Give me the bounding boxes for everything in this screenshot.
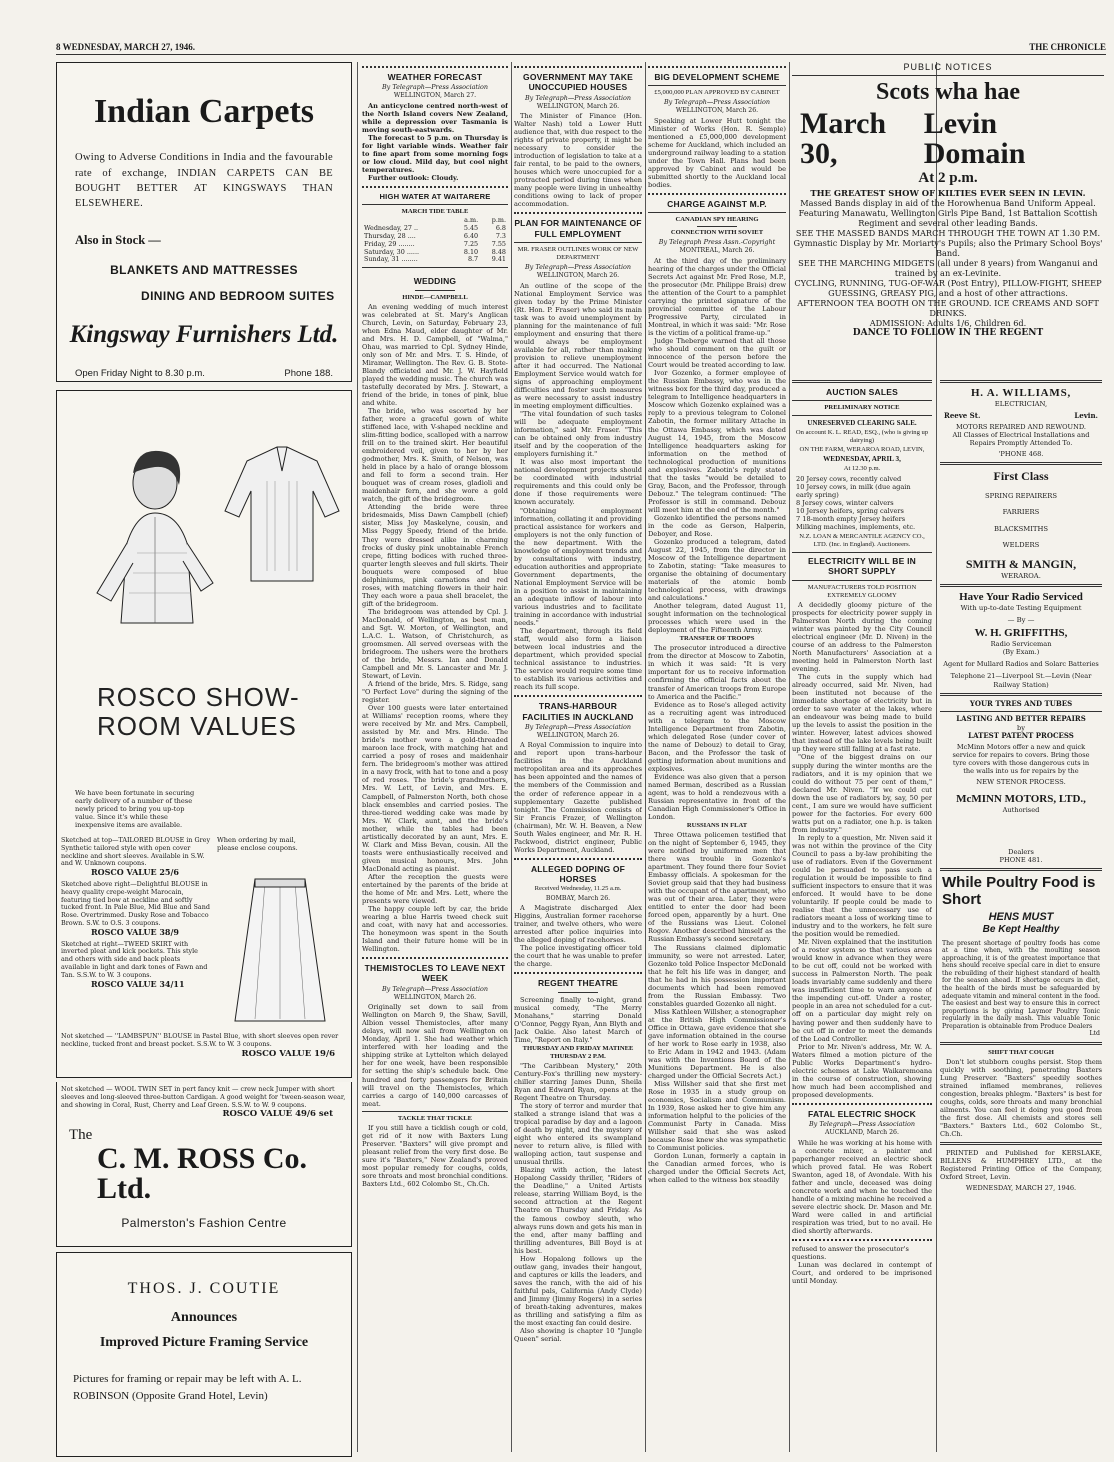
- notice-line: ADMISSION: Adults 1/6, Children 6d.: [869, 317, 1027, 328]
- news-column-4: [648, 62, 786, 1184]
- paragraph: refused to answer the prosecutor's questions.: [792, 1244, 909, 1261]
- dateline: WELLINGTON, March 26.: [393, 993, 477, 1001]
- paragraph: How Hopalong follows up the outlaw gang, invades their hangout, and captures or kills the leaders, and saves the ranch, with the aid of his faithful pals, California (Andy Clyde) and Jimmy (Jimmy Rogers) in a series of breath-taking adventures, makes as thrilling and satisfying a film as the most exacting fan could desire.: [514, 1254, 642, 1327]
- subhead: RUSSIANS IN FLAT: [686, 822, 748, 830]
- paragraph: In reply to a question, Mr. Niven said it was not within the province of the City Council to pass a by-law prohibiting the use of radiators. Even if the Government could be persuaded to pass such a regulation it would be impossible to find sufficient inspectors to ensure that it was enforced. It would have to be done voluntarily. If people could be made to realise that the unnecessary use of radiators meant a loss of working time to industry and to the workers, he felt sure the position would be remedied.: [792, 833, 932, 939]
- notice-line: Gymnastic Display by Mr. Moriarty's Pupils; also the Primary School Boys' Band.: [793, 237, 1103, 258]
- headline: CHARGE AGAINST M.P.: [667, 199, 767, 210]
- paragraph: A Royal Commission to inquire into and report upon trans-harbour facilities in the Auckland metropolitan area and its approaches has been appointed and the names of the members of the Commission and the order of reference appear in a supplementary Gazette published tonight. The Commission consists of Sir Francis Frazer, of Wellington (chairman), Mr. W. H. Beaven, a New South Wales engineer, and Mr. R. H. Packwood, district engineer, Public Works Department, Auckland.: [514, 741, 642, 854]
- dateline: WELLINGTON, March 26.: [675, 107, 759, 115]
- auction-date: WEDNESDAY, APRIL 3,: [823, 455, 901, 464]
- ad-body: McMinn Motors offer a new and quick service for repairs to covers. Bring those tyre covers with those dangerous cuts in the walls into us for repairs by the: [952, 743, 1090, 776]
- news-column-3: [514, 62, 642, 1343]
- ad-title: Have Your Radio Serviced: [959, 591, 1083, 603]
- ad-by: by: [1017, 723, 1025, 732]
- event-date: March 30,: [800, 107, 887, 171]
- column-rule: [357, 62, 358, 1452]
- ad-hens: HENS MUST: [988, 911, 1054, 924]
- column-rule: [645, 62, 646, 1452]
- ad-name: THOS. J. COUTIE: [127, 1280, 281, 1297]
- ad-trade: ELECTRICIAN,: [994, 400, 1048, 409]
- notice-line: Massed Bands display in aid of the Horowhenua Band Uniform Appeal.: [800, 197, 1096, 208]
- news-column-5: [792, 376, 932, 1285]
- item-desc: Sketched above right—Delightful BLOUSE in heavy quality crepe-weight Marocain, featuring tied bow at neckline and softly tucked front. In Pale Blue, Mid Blue and Sand Rose. Overtrimmed. Dusky Rose and Tobacco Brown. S.W. to O.S. 3 coupons.: [61, 880, 210, 928]
- dateline: WELLINGTON, March 26.: [536, 272, 620, 280]
- ad-sub: LASTING AND BETTER REPAIRS: [956, 714, 1086, 724]
- ad-phone: Phone 188.: [284, 368, 333, 380]
- paragraph: Judge Theberge warned that all those who should comment on the guilt or innocence of the person before the Court would be treated according to law.: [648, 337, 786, 370]
- paragraph: If you still have a ticklish cough or cold, get rid of it now with Baxters Lung Preserver. "Baxters" will give prompt and pleasant relief from the very first dose. Be sure it's "Baxters," New Zealand's proved most popular remedy for coughs, colds, sore throats and most bronchial conditions. Baxters Ltd., 602 Colombo St., Ch.Ch.: [362, 1123, 508, 1188]
- ad-body: The present shortage of poultry foods has come at a time when, with the moulting season approaching, it is of the greatest importance that hens should receive special care in diet to ensure the rebuilding of their highest standard of health for the season ahead. If shortage occurs in diet, the health of the birds must be safeguarded by adequate vitamin and mineral content in the food. The easiest and best way to ensure this in correct proportions is by giving Laymor Poultry Tonic regularly in the daily mash. This valuable Tonic Preparation is obtainable from Produce Dealers: [942, 939, 1100, 1030]
- paragraph: The department, through its field staff, would also form a liaison between local industries and the department, which provided special technical assistance to industries. The service would require some time to establish its various activities and reach its full scope.: [514, 626, 642, 692]
- ad-sub: With up-to-date Testing Equipment: [960, 604, 1082, 613]
- auction-farm: ON THE FARM, WERAROA ROAD, LEVIN,: [799, 445, 925, 453]
- paragraph: Ivor Gozenko, a former employee of the Russian Embassy, who was in the witness box for the third day, produced a telegram to Intelligence headquarters in Moscow which Gozenko explained was a reply to a previous telegram to Colonel Zabotin, the former military Attache in the Ottawa Embassy, which was dated August 14, 1945, from the Moscow Intelligence headquarters asking for information on the method of technological production of munitions and explosives. Zabotin's reply stated that the tasks "would be detailed to Gray, Bacon, and the Professor, through Debouz." The telegram continued: "The Professor is still in command. Debouz will meet him at the end of the month.": [648, 369, 786, 514]
- paragraph: An outline of the scope of the National Employment Service was given today by the Prime Minister (Rt. Hon. P. Fraser) who said its main task was to avoid unemployment by planning for the maintenance of full employment and ensuring that there would always be employment available for all, rather than making provision to relieve unemployment after it had occurred. The National Employment Service would watch for signs of approaching employment difficulties and foster such measures as were necessary to assist industry in meeting employment difficulties.: [514, 281, 642, 411]
- paragraph: "One of the biggest drains on our supply during the winter months are the radiators, and it is my opinion that we could do without 75 per cent of them," declared Mr. Niven. "If we could cut down the use of radiators by, say, 50 per cent., I am sure we would have sufficient power for the factories. For every 600 watts put on a radiator, one h.p. is taken from industry.": [792, 753, 932, 834]
- subhead: UNRESERVED CLEARING SALE.: [807, 419, 917, 428]
- section-header: PUBLIC NOTICES: [792, 62, 1104, 76]
- byline: By Telegraph—Press Association: [381, 984, 489, 993]
- paragraph: Attending the bride were three bridesmaids, Miss Dawn Campbell (chief) sister, Miss Joy Maskelyne, cousin, and Miss Peggy Speedy, friend of the bride. They were dressed alike in charming frocks of dusky pink unobtainable French crepe, fitting bodices with ruched three-quarter length sleeves and full skirts. Their bouquets were composed of blue delphiniums, pink carnations and red roses, with matching flowers in their hair. They each wore a paua shell bracelet, the gift of the bridegroom.: [362, 503, 508, 608]
- paragraph: Evidence as to Rose's alleged activity as a recruiting agent was introduced with a telegram to the Moscow Intelligence Department from Zabotin, which delegated Rose (under cover of the name of Debouz) to detail to Gray, Bacon, and the Professor the task of getting information about munitions and explosives.: [648, 700, 786, 773]
- subhead: PRELIMINARY NOTICE: [824, 404, 900, 412]
- ad-line: BLACKSMITHS: [993, 524, 1049, 533]
- paragraph: It was also most important the national development projects should be coordinated with industrial requirements and this could only be done if those requirements were known accurately.: [514, 458, 642, 507]
- skirt-illustration: [225, 871, 335, 1031]
- byline: By Telegraph—Press Association: [381, 83, 489, 92]
- ads-column: [56, 62, 352, 1462]
- subhead: CONNECTION WITH SOVIET: [670, 229, 764, 237]
- ad-line: FARRIERS: [1002, 508, 1040, 517]
- ad-body: Owing to Adverse Conditions in India and the favourable rate of exchange, INDIAN CARPETS CAN BE BOUGHT BETTER AT KINGSWAYS THAN ELSEWHERE.: [75, 152, 333, 210]
- ad-process: LATEST PATENT PROCESS: [968, 730, 1074, 740]
- ad-exam: (By Exam.): [1002, 648, 1040, 657]
- ad-place: WERAROA.: [1001, 571, 1041, 580]
- news-column-2: [362, 62, 508, 1188]
- ad-title: While Poultry Food is Short: [942, 874, 1096, 908]
- ad-dealers: Dealers: [1008, 848, 1034, 856]
- column-rule: [511, 62, 512, 1452]
- paragraph: Three Ottawa policemen testified that on the night of September 6, 1945, they were notified by uniformed men that there was trouble in Gozenko's apartment. They found there four Soviet Embassy officials. A spokesman for the Soviet group said that they had business with the occupant of the apartment, who was out of their area. Later, they were entitled to enter the door had been forced open, apparently by a hurt. One of the Russians was Lieut. Colonel Rogov. Another described himself as the Russian Embassy's second secretary.: [648, 831, 786, 944]
- ad-indian-carpets: [56, 62, 352, 382]
- public-notices: [792, 62, 1104, 374]
- paragraph: After the reception the guests were entertained by the parents of the bride at the home of Mr. and Mrs. Lett, where the presents were viewed.: [362, 872, 508, 905]
- subhead: CANADIAN SPY HEARING: [675, 216, 759, 224]
- paragraph: An evening wedding of much interest was celebrated at St. Mary's Anglican Church, Levin, on Saturday, February 23, when Edna Maud, elder daughter of Mr. and Mrs. H. D. Campbell, of "Walma," Ohau, was married to Cpl. Sydney Hinde, only son of Mr. and Mrs. T. S. Hinde, of Miramar, Wellington. The Rev. G. B. Stote-Blandy officiated and Mr. J. W. Hayfield played the wedding music. The church was tastefully decorated by Mrs. J. Stewart, a friend of the bride, in tones of pink, blue and white.: [362, 302, 508, 407]
- paragraph: The story of terror and murder that stalked a strange island that was a tropical paradise by day and a lagoon of death by night, and the mystery of eight who entered its swampland never to return alive, is filled with walloping action, taut suspense and unusual thrills.: [514, 1102, 642, 1167]
- dateline: BOMBAY, March 26.: [545, 894, 611, 902]
- paragraph: The forecast to 5 p.m. on Thursday is for light variable winds. Weather fair to fine apart from some morning fogs or low cloud. Mild day, but cool night temperatures.: [362, 133, 508, 174]
- subhead: TRANSFER OF TROOPS: [679, 635, 755, 643]
- paragraph: Blazing with action, the latest Hopalong Cassidy thriller, "Riders of the Deadline," a United Artists release, starring William Boyd, is the second attraction at the Regent Theatre on Thursday and Friday. As the famous cowboy sleuth, who always runs down and gets his man in the end, after many baffling and thrilling adventures, Bill Boyd is at his best.: [514, 1166, 642, 1255]
- table-row: Wednesday, 27 .. 5.45 6.8: [364, 224, 506, 233]
- table-row: Saturday, 30 ...... 8.10 8.48: [364, 247, 506, 256]
- byline: By Telegraph—Press Association: [808, 1120, 916, 1129]
- auction-stock: 20 Jersey cows, recently calved 10 Jersey cows, in milk (due again early spring) 8 Jersey cows, winter calvers 10 Jersey heifers, spring calvers 7 18-month empty Jersey heifers Milking machines, implements, etc.: [796, 474, 916, 532]
- dateline: AUCKLAND, March 26.: [825, 1129, 899, 1136]
- paragraph: The Minister of Finance (Hon. Walter Nash) told a Lower Hutt audience that, with due respect to the rights of private property, it might be necessary to consider the introduction of legislation to take at a fair rental, to be paid to the owners, houses which were unoccupied for a protracted period during times when many people were living in unhealthy conditions owing to lack of proper accommodation.: [514, 112, 642, 209]
- ad-coutie: [56, 1252, 352, 1457]
- auction-time: At 12.30 p.m.: [843, 464, 881, 472]
- paragraph: While he was working at his home with a concrete mixer, a painter and paperhanger received an electric shock which proved fatal. He was Robert Swanton, aged 18, of Avondale. With his father and uncle, deceased was doing concrete work and when he touched the handle of a mixing machine he received a severe electric shock. Dr. Mason and Mr. Ward were called in and artificial respiration was tried, but to no avail. He died shortly afterwards.: [792, 1138, 932, 1235]
- ad-firm: McMINN MOTORS, LTD.,: [956, 792, 1086, 805]
- item-price: ROSCO VALUE 49/6 set: [222, 1109, 333, 1120]
- headline: REGENT THEATRE: [537, 978, 619, 989]
- byline: By Telegraph—Press Association: [663, 98, 771, 107]
- event-time: At 2 p.m.: [918, 170, 978, 187]
- item-price: ROSCO VALUE 19/6: [241, 1048, 335, 1059]
- paragraph: The prosecutor introduced a directive from the director at Moscow to Zabotin, in which it was said: "It is very important for us to receive information confirming the official facts about the transfer of American troops from Europe to America and the Pacific.": [648, 644, 786, 701]
- paragraph: Originally set down to sail from Wellington on March 9, the Shaw, Savill, Albion vessel Themistocles, after many delays, will now sail from Wellington on Monday, April 1. She had weather which interfered with her loading and the shipping strike at Lyttelton which delayed her for one week, have been responsible for setting the ship's schedule back. One hundred and forty passengers for Britain will travel on the Themistocles, which carries a cargo of 140,000 carcasses of meat.: [362, 1003, 508, 1108]
- ad-announces: Announces: [170, 1309, 238, 1325]
- headline: WEDDING: [413, 276, 457, 287]
- ad-also: Also in Stock —: [75, 233, 161, 248]
- table-row: Friday, 29 ........ 7.25 7.55: [364, 239, 506, 248]
- notice-line: SEE THE MASSED BANDS MARCH THROUGH THE TOWN AT 1.30 P.M.: [795, 227, 1101, 238]
- paragraph: "The Caribbean Mystery," 20th Century-Fox's thrilling new mystery-chiller starring James Dunn, Sheila Ryan and Edward Ryan, opens at the Regent Theatre on Thursday.: [514, 1061, 642, 1103]
- ad-tagline: Palmerston's Fashion Centre: [121, 1216, 287, 1231]
- ad-firm: Kingsway Furnishers Ltd.: [69, 320, 339, 348]
- subhead: SHIFT THAT COUGH: [988, 1048, 1054, 1056]
- rosco-items-lower: [61, 1033, 345, 1059]
- ad-title: Indian Carpets: [93, 93, 315, 130]
- dateline: WELLINGTON, March 26.: [536, 731, 620, 739]
- dateline: WELLINGTON, March 27.: [393, 92, 477, 100]
- ad-ltd: Ltd: [1089, 1030, 1100, 1038]
- event-venue: Levin Domain: [923, 107, 1026, 171]
- paragraph: The police investigating officer told the court that he was unable to prefer the charge.: [514, 944, 642, 969]
- auction-account: On account K. L. READ, ESQ., (who is giving up dairying): [795, 428, 929, 444]
- ad-hours: Open Friday Night to 8.30 p.m.: [75, 368, 205, 380]
- ad-the: The: [69, 1126, 93, 1143]
- masthead: [56, 40, 1106, 55]
- ad-line: BLANKETS AND MATTRESSES: [110, 262, 298, 277]
- ad-intro: We have been fortunate in securing early delivery of a number of these newly priced to bring you up-top value. Since it's while these inexpensive items are available.: [75, 789, 195, 830]
- paragraph: Speaking at Lower Hutt tonight the Minister of Works (Hon. R. Semple) mentioned a £5,000,000 development scheme for Auckland, which included an underground railway leading to a station under the Town Hall. Plans had been approved by Cabinet and would be submitted shortly to the Auckland local bodies.: [648, 116, 786, 190]
- item-desc: Sketched at right—TWEED SKIRT with inverted pleat and kick pockets. This style and others with side and back pleats available in light and dark tones of Fawn and Tan. S.S.W. to W. 3 coupons.: [61, 939, 208, 979]
- byline: By Telegraph—Press Association: [524, 722, 632, 731]
- ad-town: Levin.: [1074, 410, 1098, 420]
- paragraph: Mr. Niven explained that the institution of a roster system so that various areas would know in advance when they were to be cut off, could not be worked with success in Palmerston North. The peak loads invariably came suddenly and there was insufficient time to warn anyone of the impending cut-off. Under a roster, people in an area not scheduled for a cut-off on a particular day might rely on having power and then suddenly have to be cut off in order to meet the demands of the Load Controller.: [792, 938, 932, 1043]
- headline: ALLEGED DOPING OF HORSES: [530, 863, 626, 885]
- byline: By Telegraph Press Assn.-Copyright: [658, 238, 776, 247]
- subhead: MARCH TIDE TABLE: [401, 208, 469, 216]
- paragraph: "The vital foundation of such tasks will be adequate employment information," said Mr. Fraser. "This can be obtained only from industry itself and by the cooperation of the employers furnishing it.": [514, 410, 642, 459]
- paragraph: Further outlook: Cloudy.: [368, 174, 459, 183]
- ad-title: First Class: [993, 469, 1049, 484]
- notice-line: AFTERNOON TEA BOOTH ON THE GROUND. ICE CREAMS AND SOFT DRINKS.: [797, 297, 1099, 318]
- headline: THEMISTOCLES TO LEAVE NEXT WEEK: [364, 963, 506, 984]
- ad-phone: PHONE 481.: [999, 856, 1043, 865]
- paragraph: An anticyclone centred north-west of the North Island covers New Zealand, while a depression over Tasmania is moving south-eastwards.: [362, 101, 508, 134]
- ad-phone: Telephone 21—Liverpool St.—Levin (Near Railway Station): [950, 672, 1092, 689]
- headline: PLAN FOR MAINTENANCE OF FULL EMPLOYMENT: [514, 218, 642, 239]
- paragraph: Another telegram, dated August 11, sought information on the technological processes which were used in the deployment of the Fifteenth Army.: [648, 602, 786, 635]
- headline: BIG DEVELOPMENT SCHEME: [654, 72, 780, 82]
- paragraph: "Obtaining employment information, collating it and providing practical assistance for workers and employers is not the only function of the new department. With the knowledge of employment trends and by consultations with industry, education authorities and appropriate Government departments, the National Employment Service will be in a position to assist in maintaining an adequate inflow of labour into various industries and to facilitate training in accordance with industrial needs.": [514, 506, 642, 627]
- paragraph: Also showing is chapter 10 "Jungle Queen" serial.: [514, 1326, 642, 1343]
- paragraph: The bride, who was escorted by her father, wore a graceful gown of white stiffened lace, with V-shaped neckline and slim-fitting bodice, scalloped with a narrow frill on to the trained skirt. Her beautiful embroidered veil, given to her by her godmother, Mrs. K. Smith, of Nelson, was held in place by a halo of orange blossom and fell to form a second train. Her bouquet was of cream roses, gladioli and maidenhair fern, and she wore a gold watch, the gift of the bridegroom.: [362, 407, 508, 504]
- subhead: THURSDAY AND FRIDAY MATINEE THURSDAY 2 P.M.: [522, 1044, 634, 1060]
- notice-line: CYCLING, RUNNING, TUG-OF-WAR (Post Entry), PILLOW-FIGHT, SHEEP GUESSING, GREASY PIG, and a host of other attractions.: [794, 277, 1102, 298]
- dateline: MONTREAL, March 26.: [679, 247, 755, 255]
- paragraph: The Russians claimed diplomatic immunity, so were not arrested. Later, Gozenko told Police Inspector McDonald that he felt his life was in danger, and that he had in his possession important documents which had been removed from the Russian Embassy. Two constables guarded Gozenko all night.: [648, 943, 786, 1008]
- item-price: ROSCO VALUE 38/9: [91, 926, 179, 937]
- paragraph: The happy couple left by car, the bride wearing a blue Harris tweed check suit and coat, with navy hat and accessories. The honeymoon was spent in the South Island and their future home will be in Wellington.: [362, 904, 508, 954]
- auction-agency: N.Z. LOAN & MERCANTILE AGENCY CO., LTD. (Inc. in England). Auctioneers.: [799, 533, 925, 549]
- paragraph: Gozenko produced a telegram, dated August 22, 1945, from the director in Moscow of the Intelligence department to Zabotin, stating: "Take measures to organise the obtaining of documentary materials of the atomic bomb technological process, with drawings and calculations.": [648, 537, 786, 603]
- headline: WEATHER FORECAST: [387, 72, 483, 82]
- column-rule: [789, 62, 790, 1452]
- ad-agent: Agent for Mullard Radios and Solarc Batteries: [943, 660, 1099, 669]
- headline: FATAL ELECTRIC SHOCK: [808, 1108, 916, 1119]
- ad-rosco: [56, 390, 352, 1078]
- ad-street: Reeve St.: [944, 410, 981, 420]
- item-desc: Sketched at top—TAILORED BLOUSE in Grey Synthetic tailored style with open cover neckline and short sleeves. Available in S.W. and W. Unknown coupons.: [61, 836, 211, 868]
- table-header: a.m. p.m.: [464, 216, 506, 225]
- page-date: 8 WEDNESDAY, MARCH 27, 1946.: [56, 42, 195, 52]
- ad-body: MOTORS REPAIRED AND REWOUND. All Classes of Electrical Installations and Repairs Promptly Attended To.: [952, 423, 1090, 448]
- headline: ELECTRICITY WILL BE IN SHORT SUPPLY: [808, 556, 916, 577]
- paragraph: Screening finally to-night, grand musical comedy, "The Merry Monahans," starring Donald O'Connor, Peggy Ryan, Ann Blyth and Jack Oakie. Also latest March of Time, "Report on Italy.": [514, 995, 642, 1044]
- item-desc: Not sketched — WOOL TWIN SET in pert fancy knit — crew neck Jumper with short sleeves and long-sleeved three-button Cardigan. A good weight for 'tween-season wear, and showing in Coral, Rust, Cherry and Leaf Green. S.S.W. to W. 9 coupons.: [61, 1085, 346, 1109]
- paragraph: A decidedly gloomy picture of the prospects for electricity power supply in Palmerston North during the coming winter was painted by the City Council electrical engineer (Mr. D. Niven) in the course of an address to the Palmerston North Manufacturers' Association at a meeting held in Palmerston North last evening.: [792, 600, 932, 674]
- ad-stenor: NEW STENOR PROCESS.: [976, 778, 1066, 787]
- notice-title: Scots wha hae: [875, 78, 1020, 105]
- table-row: Thursday, 28 .... 6.40 7.3: [364, 231, 506, 240]
- tide-table: [362, 217, 508, 264]
- subhead: TACKLE THAT TICKLE: [397, 1114, 473, 1122]
- table-row: Sunday, 31 ........ 8.7 9.41: [364, 255, 506, 264]
- subhead: HINDE—CAMPBELL: [402, 293, 468, 301]
- notice-line: Featuring Manawatu, Wellington Girls Pipe Band, 1st Battalion Scottish Regiment and several other leading Bands.: [798, 207, 1098, 228]
- item-desc: Not sketched — ''LAMBSPUN'' BLOUSE in Pastel Blue, with short sleeves open rever neckline, tucked front and breast pocket. S.S.W. to W. 3 coupons.: [61, 1032, 339, 1048]
- ad-name: W. H. GRIFFITHS,: [974, 626, 1068, 639]
- ad-line: SPRING REPAIRERS: [984, 491, 1058, 500]
- ad-body: Pictures for framing or repair may be left with A. L. ROBINSON (Opposite Grand Hotel, Levin): [73, 1372, 302, 1403]
- headline: AUCTION SALES: [825, 387, 899, 397]
- ad-title: ROSCO SHOW-ROOM VALUES: [97, 682, 300, 741]
- mail-note: When ordering by mail, please enclose coupons.: [217, 836, 298, 853]
- ad-phone: 'PHONE 468.: [998, 450, 1044, 459]
- paragraph: The cuts in the supply which had already occurred, said Mr. Niven, had been instituted not because of the immediate shortage of electricity but in order to save water at the lakes, where an endeavour was being made to build up the levels to assist the position in the winter. However, latest advices showed that instead of the lake levels being built up they were still falling at a fast rate.: [792, 673, 932, 754]
- subhead: £5,000,000 PLAN APPROVED BY CABINET: [654, 89, 780, 97]
- paragraph: Over 100 guests were later entertained at Williams' reception rooms, where they were received by Mr. and Mrs. Campbell, assisted by Mr. and Mrs. Hinde. The bride's mother wore a gold-threaded maroon lace frock, with matching hat and carried a posy of roses and maidenhair fern. The bridegroom's mother was attired in a navy frock, with hat to tone and a posy of red roses. The bride's grandmothers, Mrs. W. Lett, of Levin, and Mrs. E. Campbell, of Palmerston North, both chose black ensembles and carried posies. The three-tiered wedding cake was made by Mrs. W. Clark, aunt, and the bride's mother, while the tables had been artistically decorated by an aunt, Mrs. E. W. Clark and Miss Bevan, cousin. All the toasts were enthusiastically received and given musical honours, Mrs. John MacDonald acting as pianist.: [362, 704, 508, 873]
- notice-line: THE GREATEST SHOW OF KILTIES EVER SEEN IN LEVIN.: [810, 187, 1086, 198]
- notice-line: DANCE TO FOLLOW IN THE REGENT: [852, 327, 1044, 338]
- paragraph: Gordon Lunan, formerly a captain in the Canadian armed forces, who is charged under the Official Secrets Act, when called to the witness box steadily: [648, 1152, 786, 1185]
- paragraph: The bridegroom was attended by Cpl. J. MacDonald, of Wellington, as best man, and Sgt. W. Morton, of Wellington, and L.A.C. L. Watson, of Christchurch, as groomsmen. All served overseas with the bridegroom. The ushers were the brothers of the bride, Messrs. Ian and Donald Campbell and Mr. S. Lancaster and Mr. J. Stewart, of Levin.: [362, 607, 508, 681]
- ad-rosco-footer: [56, 1082, 352, 1247]
- imprint-date: WEDNESDAY, MARCH 27, 1946.: [965, 1184, 1077, 1193]
- headline: TRANS-HARBOUR FACILITIES IN AUCKLAND: [522, 701, 634, 722]
- paragraph: Miss Kathleen Willsher, a stenographer at the British High Commissioner's Office in Ottawa, gave evidence that she gave information obtained in the course of her work to Rose early in 1938, also to Eric Adam in 1942 and 1943. (Adam was with the Inventions Board of the Munitions Department. He is also charged under the Official Secrets Act.): [648, 1007, 786, 1080]
- ad-healthy: Be Kept Healthy: [982, 924, 1060, 936]
- byline: By Telegraph—Press Association: [524, 93, 632, 102]
- paragraph: Don't let stubborn coughs persist. Stop them quickly with soothing, penetrating Baxters Lung Preserver. "Baxters" speedily soothes strained inflamed membranes, relieves congestion, breaks phlegm. "Baxters" is best for coughs, colds, sore throats and many bronchial ailments. You can feel it doing you good from the first dose. All chemists and stores sell "Baxters." Baxters Ltd., 602 Colombo St., Ch.Ch.: [940, 1058, 1102, 1139]
- woman-illustration: [67, 443, 217, 673]
- ad-title: YOUR TYRES AND TUBES: [969, 698, 1073, 708]
- paragraph: Prior to Mr. Niven's address, Mr. W. A. Waters filmed a motion picture of the Public Works Department's hydro-electric schemes at Lake Waikaremoana in the course of construction, showing how much had been accomplished and proposed developments.: [792, 1042, 932, 1099]
- imprint: PRINTED and Published for KERSLAKE, BILLENS & HUMPHREY LTD., at the Registered Printing Office of the Company, Oxford Street, Levin.: [940, 1149, 1102, 1182]
- paragraph: Evidence was also given that a person named Berman, described as a Russian agent, was to hold a rendezvous with a Russian representative in front of the Canadian High Commissioner's Office in London.: [648, 772, 786, 821]
- notice-line: SEE THE MARCHING MIDGETS (all under 8 years) from Wanganui and trained by an ex-Levinite.: [798, 257, 1098, 278]
- ad-line: DINING AND BEDROOM SUITES: [141, 289, 335, 304]
- ad-firm: C. M. ROSS Co. Ltd.: [97, 1142, 308, 1206]
- received-line: Received Wednesday, 11.25 a.m.: [534, 885, 622, 893]
- paper-name: THE CHRONICLE: [1029, 42, 1106, 52]
- paragraph: Miss Willsher said that she first met Rose in 1935 in a study group on economics, Socialism and Communism. In 1939, Rose asked her to give him any information helpful to the policies of the Communist Party in Canada. Miss Willsher said that she was asked because Rose knew she was sympathetic to Communist policies.: [648, 1080, 786, 1153]
- item-price: ROSCO VALUE 25/6: [91, 867, 179, 878]
- paragraph: A friend of the bride, Mrs. S. Ridge, sang "O Perfect Love" during the signing of the register.: [362, 680, 508, 705]
- byline: By Telegraph—Press Association: [524, 263, 632, 272]
- headline: GOVERNMENT MAY TAKE UNOCCUPIED HOUSES: [523, 72, 633, 93]
- paragraph: A Magistrate discharged Alex Higgins, Australian former racehorse trainer, and twelve others, who were arrested after police inquiries into the alleged doping of racehorses.: [514, 904, 642, 945]
- subhead: MANUFACTURERS TOLD POSITION EXTREMELY GLOOMY: [807, 583, 917, 599]
- paragraph: Gozenko identified the persons named in the code as Gerson, Halperin, Deboyer, and Rose.: [648, 513, 786, 538]
- ad-name: H. A. WILLIAMS,: [970, 387, 1072, 399]
- headline: HIGH WATER AT WAITARERE: [379, 192, 491, 202]
- ad-service: Improved Picture Framing Service: [99, 1334, 309, 1350]
- ad-firm: SMITH & MANGIN,: [965, 557, 1077, 572]
- item-price: ROSCO VALUE 34/11: [91, 978, 185, 989]
- subhead: MR. FRASER OUTLINES WORK OF NEW DEPARTMENT: [517, 246, 639, 262]
- ad-auth: Authorised: [1002, 805, 1040, 814]
- dateline: WELLINGTON, March 26.: [536, 102, 620, 110]
- ad-role: Radio Serviceman: [990, 640, 1052, 649]
- paragraph: At the third day of the preliminary hearing of the charges under the Official Secrets Act against Mr. Fred Rose, M.P., the prosecutor (Mr. Philippe Brais) drew the attention of the Court to a pamphlet carrying the printed signature of the provincial committee of the Labour Progressive Party, circulated in Montreal, in which it was said: "Mr. Rose is the victim of a political frame-up.": [648, 256, 786, 338]
- ads-column-right: [940, 376, 1102, 1192]
- blouse-illustration: [217, 431, 347, 591]
- ad-by: — By —: [1007, 615, 1035, 624]
- paragraph: Lunan was declared in contempt of Court, and ordered to be imprisoned until Monday.: [792, 1261, 932, 1286]
- ad-line: WELDERS: [1002, 540, 1040, 549]
